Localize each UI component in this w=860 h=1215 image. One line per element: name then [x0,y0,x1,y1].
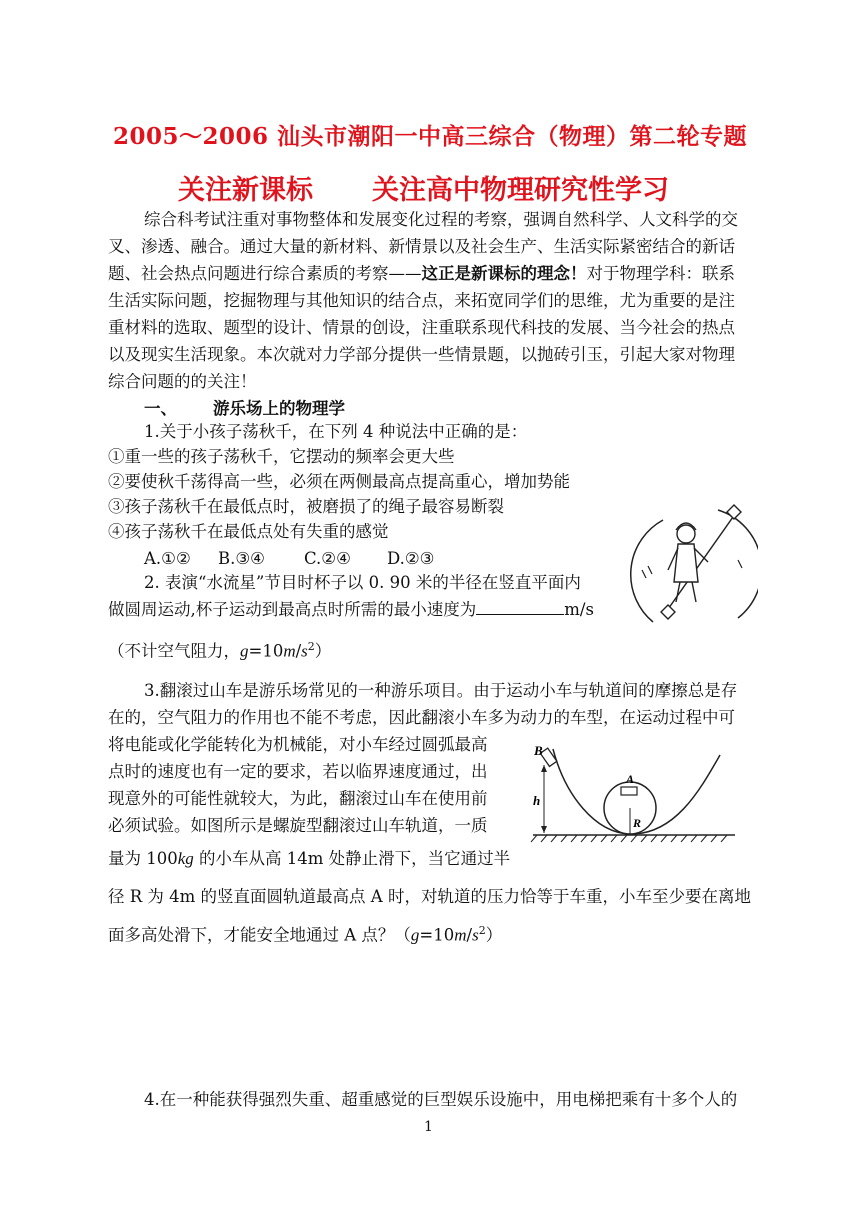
label-b: B [534,743,543,758]
q3-line: 3.翻滚过山车是游乐场常见的一种游乐项目。由于运动小车与轨道间的摩擦总是存 [144,681,738,700]
intro-line: 以及现实生活现象。本次就对力学部分提供一些情景题，以抛砖引玉，引起大家对物理 [108,345,735,364]
q2-line: 2. 表演“水流星”节目时杯子以 0. 90 米的半径在竖直平面内 [144,573,581,592]
q2-condition: （不计空气阻力，$g=10m/s^2$） [108,640,332,661]
intro-line: 综合问题的的关注！ [108,372,257,391]
q3-line: 必须试验。如图所示是螺旋型翻滚过山车轨道，一质 [108,816,488,835]
q4-line: 4.在一种能获得强烈失重、超重感觉的巨型娱乐设施中，用电梯把乘有十多个人的 [144,1090,738,1109]
q3-line: 在的，空气阻力的作用也不能不考虑，因此翻滚小车多为动力的车型，在运动过程中可 [108,708,735,727]
q3-line: 面多高处滑下，才能安全地通过 A 点？$(g=10m/s^2)$ [108,924,503,945]
intro-line: 综合科考试注重对事物整体和发展变化过程的考察，强调自然科学、人文科学的交 [144,210,738,229]
intro-line: 叉、渗透、融合。通过大量的新材料、新情景以及社会生产、生活实际紧密结合的新话 [108,237,735,256]
roller-coaster-figure [525,735,740,850]
q1-option: B.③④ [218,549,265,568]
q1-option: D.②③ [387,549,435,568]
q3-line: 径 R 为 4m 的竖直面圆轨道最高点 A 时，对轨道的压力恰等于车重，小车至少要在离地 [108,887,751,906]
intro-line: 生活实际问题，挖掘物理与其他知识的结合点，来拓宽同学们的思维，尤为重要的是注 [108,291,735,310]
document-title: 2005～2006 汕头市潮阳一中高三综合（物理）第二轮专题 [112,123,748,150]
swing-illustration [628,500,758,640]
q1-statement: ④孩子荡秋千在最低点处有失重的感觉 [108,522,389,541]
label-h: h [533,793,541,808]
section-title: 游乐场上的物理学 [213,399,345,418]
q3-line: 点时的速度也有一定的要求，若以临界速度通过，出 [108,762,488,781]
q3-line: 将电能或化学能转化为机械能，对小车经过圆弧最高 [108,735,488,754]
section-number: 一、 [144,399,177,418]
subtitle-left: 关注新课标 [178,175,313,206]
label-a: A [626,772,635,786]
q1-option: C.②④ [304,549,351,568]
page-number: 1 [424,1119,433,1135]
q1-statement: ②要使秋千荡得高一些，必须在两侧最高点提高重心，增加势能 [108,472,570,491]
q2-line: 做圆周运动,杯子运动到最高点时所需的最小速度为 m/s [108,600,594,619]
subtitle-right: 关注高中物理研究性学习 [372,175,669,206]
q1-option: A.①② [144,549,191,568]
q1-statement: ③孩子荡秋千在最低点时，被磨损了的绳子最容易断裂 [108,497,504,516]
intro-line: 题、社会热点问题进行综合素质的考察——这正是新课标的理念！对于物理学科：联系 [108,264,735,283]
intro-line: 重材料的选取、题型的设计、情景的创设，注重联系现代科技的发展、当今社会的热点 [108,318,735,337]
q3-line: 现意外的可能性就较大，为此，翻滚过山车在使用前 [108,789,488,808]
emphasis-text: 这正是新课标的理念！ [421,264,587,283]
answer-blank[interactable] [476,599,564,615]
q3-line: 量为 100kg 的小车从高 14m 处静止滑下，当它通过半 [108,849,511,868]
q1-stem: 1.关于小孩子荡秋千，在下列 4 种说法中正确的是： [144,422,528,441]
q1-statement: ①重一些的孩子荡秋千，它摆动的频率会更大些 [108,447,455,466]
label-r: R [633,816,642,830]
